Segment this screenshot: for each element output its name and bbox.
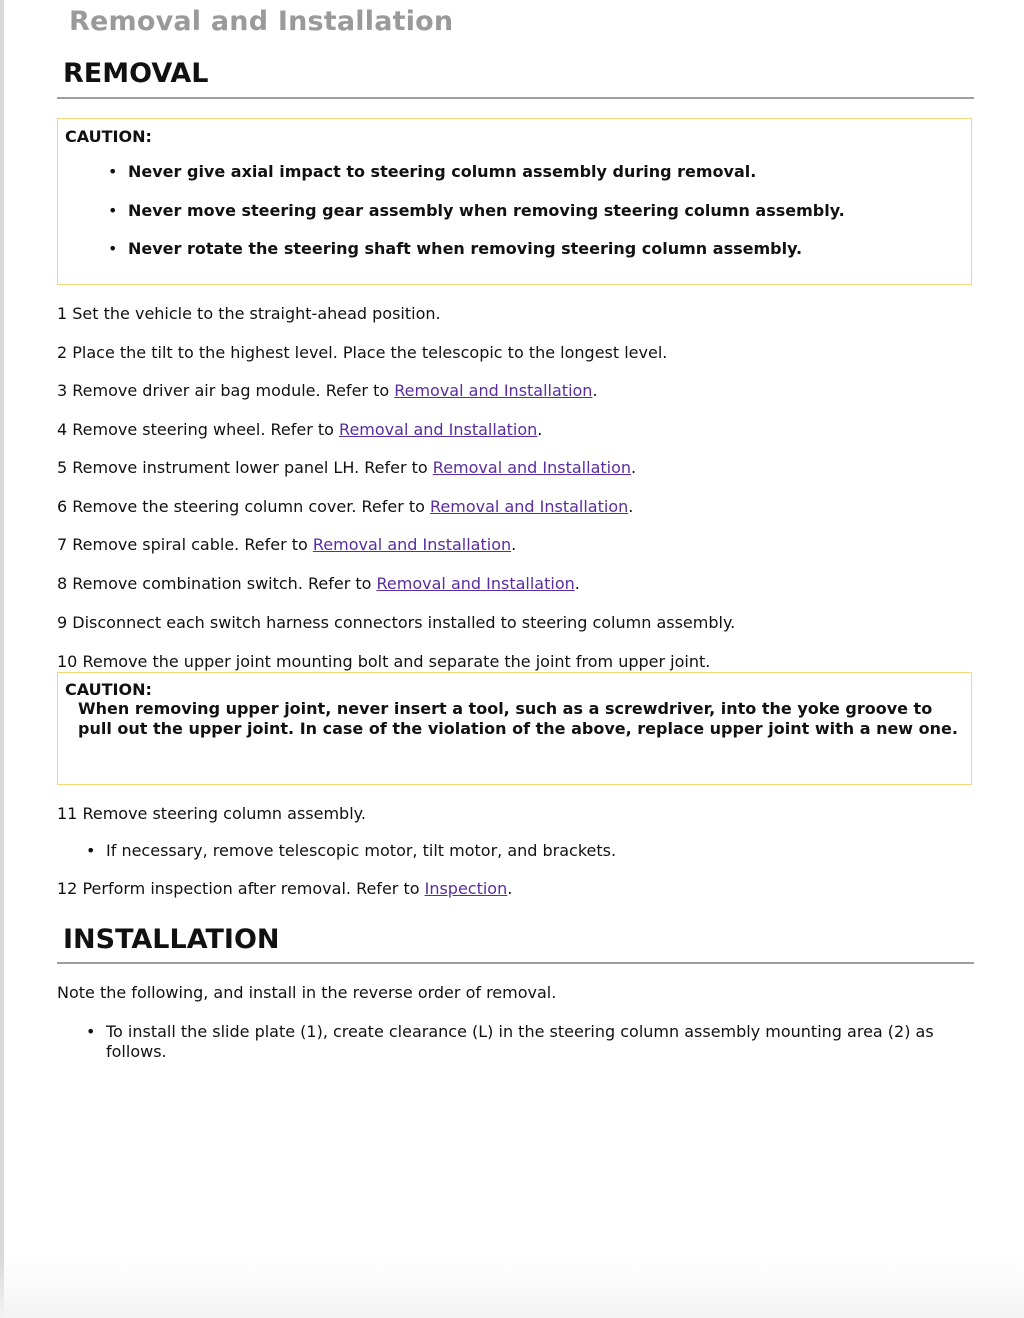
step-3: 3 Remove driver air bag module. Refer to Removal and Installation. (57, 381, 598, 400)
installation-intro: Note the following, and install in the reverse order of removal. (57, 983, 557, 1002)
removal-divider (57, 97, 974, 99)
bullet-dot-icon: • (86, 841, 96, 860)
step-4: 4 Remove steering wheel. Refer to Removal and Installation. (57, 420, 543, 439)
removal-installation-link[interactable]: Removal and Installation (339, 420, 538, 439)
caution-label: CAUTION: (65, 680, 152, 699)
caution-label: CAUTION: (65, 127, 152, 146)
caution-box-removal: CAUTION: • Never give axial impact to steering column assembly during removal. • Never move steering gear assembly when removing steering column assembly. • Never rotate the steering shaft when removing steering column assembly. (57, 118, 972, 285)
removal-installation-link[interactable]: Removal and Installation (432, 458, 632, 477)
page-bottom-shadow (0, 1258, 1024, 1318)
step-1: 1 Set the vehicle to the straight-ahead position. (57, 304, 441, 323)
bullet-dot-icon: • (86, 1022, 96, 1041)
step-12: 12 Perform inspection after removal. Refer to Inspection. (57, 879, 513, 898)
step-8: 8 Remove combination switch. Refer to Removal and Installation. (57, 574, 580, 593)
step-5: 5 Remove instrument lower panel LH. Refer to Removal and Installation. (57, 458, 637, 477)
document-title: Removal and Installation (69, 6, 454, 37)
installation-divider (57, 962, 974, 964)
removal-heading: REMOVAL (63, 58, 209, 89)
caution-box-upper-joint (57, 672, 972, 785)
bullet-dot-icon: • (108, 162, 118, 181)
removal-installation-link[interactable]: Removal and Installation (376, 574, 575, 593)
removal-installation-link[interactable]: Removal and Installation (394, 381, 593, 400)
page-left-edge (0, 0, 4, 1318)
caution-text: When removing upper joint, never insert a tool, such as a screwdriver, into the yoke groove to pull out the upper joint. In case of the violation of the above, replace upper joint with a new one. (78, 699, 958, 738)
step-2: 2 Place the tilt to the highest level. Place the telescopic to the longest level. (57, 343, 668, 362)
step-9: 9 Disconnect each switch harness connectors installed to steering column assembly. (57, 613, 736, 632)
step-6: 6 Remove the steering column cover. Refer to Removal and Installation. (57, 497, 634, 516)
inspection-link[interactable]: Inspection (424, 879, 508, 898)
removal-installation-link[interactable]: Removal and Installation (312, 535, 512, 554)
bullet-dot-icon: • (108, 201, 118, 220)
bullet-dot-icon: • (108, 239, 118, 258)
step-11: 11 Remove steering column assembly. (57, 804, 366, 823)
installation-heading: INSTALLATION (63, 924, 280, 955)
removal-installation-link[interactable]: Removal and Installation (430, 497, 629, 516)
step-7: 7 Remove spiral cable. Refer to Removal and Installation. (57, 535, 517, 554)
step-10: 10 Remove the upper joint mounting bolt and separate the joint from upper joint. (57, 652, 711, 671)
